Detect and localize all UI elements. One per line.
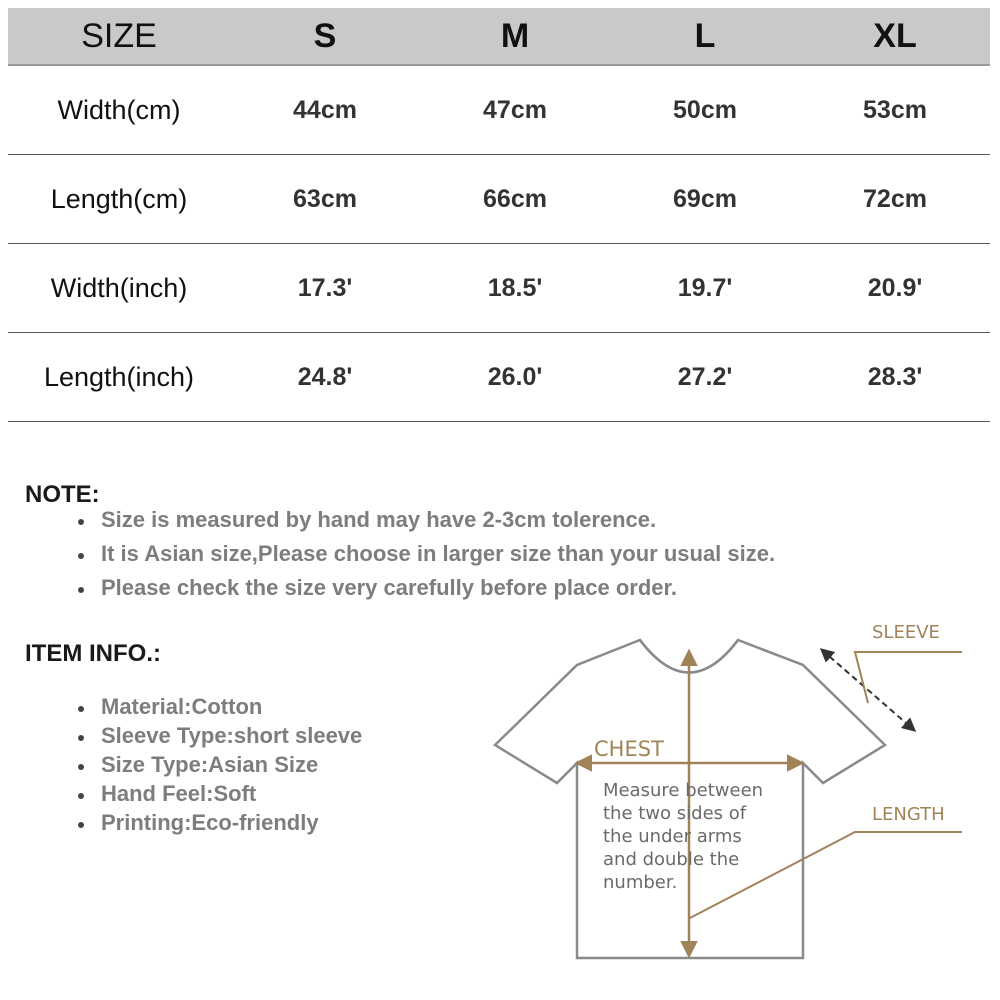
row-label: Width(inch) bbox=[50, 272, 188, 303]
table-cell: 44cm bbox=[293, 95, 357, 124]
note-title: NOTE: bbox=[25, 481, 100, 508]
table-cell: 26.0' bbox=[487, 362, 543, 391]
table-cell: 19.7' bbox=[677, 273, 733, 302]
row-label: Width(cm) bbox=[57, 94, 181, 125]
list-item: Size is measured by hand may have 2-3cm tolerence. bbox=[78, 503, 775, 537]
list-item: Printing:Eco-friendly bbox=[78, 808, 362, 837]
list-item: It is Asian size,Please choose in larger size than your usual size. bbox=[78, 537, 775, 571]
table-cell: 18.5' bbox=[487, 273, 543, 302]
sleeve-arrow bbox=[822, 650, 914, 730]
list-item: Please check the size very carefully before place order. bbox=[78, 571, 775, 605]
table-cell: 27.2' bbox=[677, 362, 733, 391]
list-item: Material:Cotton bbox=[78, 692, 362, 721]
table-cell: 63cm bbox=[293, 184, 357, 213]
row-label: Length(inch) bbox=[43, 361, 195, 392]
list-item: Size Type:Asian Size bbox=[78, 750, 362, 779]
sleeve-label: SLEEVE bbox=[872, 622, 940, 643]
item-info-title: ITEM INFO.: bbox=[25, 640, 161, 667]
table-cell: 24.8' bbox=[297, 362, 353, 391]
chest-description-line: the two sides of bbox=[603, 803, 747, 824]
chest-description-line: and double the bbox=[603, 849, 740, 870]
list-item: Hand Feel:Soft bbox=[78, 779, 362, 808]
list-item: Sleeve Type:short sleeve bbox=[78, 721, 362, 750]
table-cell: 50cm bbox=[673, 95, 737, 124]
sleeve-leader-line bbox=[855, 652, 962, 703]
size-header-l: L bbox=[694, 16, 716, 55]
table-cell: 69cm bbox=[673, 184, 737, 213]
table-cell: 47cm bbox=[483, 95, 547, 124]
table-cell: 28.3' bbox=[867, 362, 923, 391]
size-header-s: S bbox=[313, 16, 337, 55]
chest-description-line: Measure between bbox=[603, 780, 764, 801]
length-label: LENGTH bbox=[872, 804, 945, 825]
table-cell: 53cm bbox=[863, 95, 927, 124]
table-cell: 20.9' bbox=[867, 273, 923, 302]
table-cell: 66cm bbox=[483, 184, 547, 213]
table-cell: 17.3' bbox=[297, 273, 353, 302]
chest-description-line: the under arms bbox=[603, 826, 742, 847]
size-header-xl: XL bbox=[873, 16, 917, 55]
chest-label: CHEST bbox=[594, 737, 664, 761]
size-header-m: M bbox=[500, 16, 530, 55]
chest-description-line: number. bbox=[603, 872, 678, 893]
size-header-label: SIZE bbox=[81, 16, 157, 55]
row-label: Length(cm) bbox=[50, 183, 188, 214]
table-cell: 72cm bbox=[863, 184, 927, 213]
